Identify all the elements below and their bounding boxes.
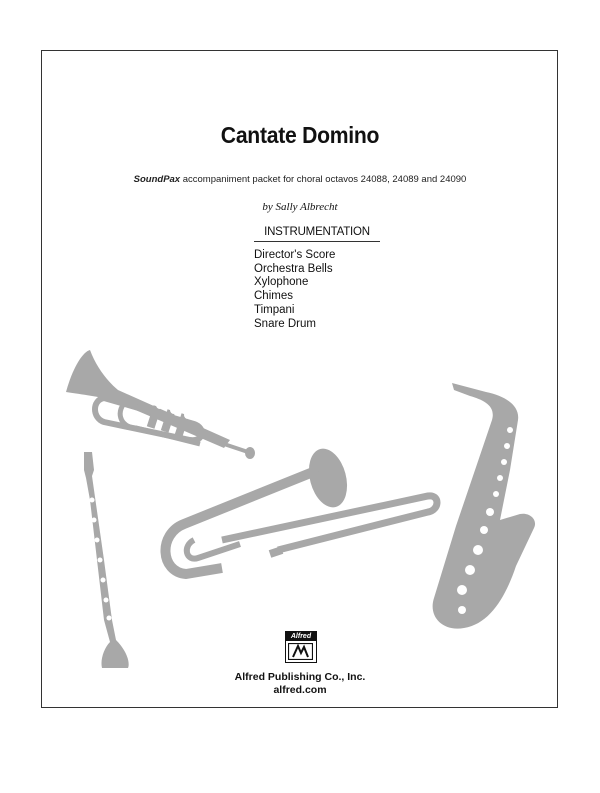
trombone-icon bbox=[165, 444, 437, 574]
logo-text: Alfred bbox=[286, 632, 316, 641]
list-item: Timpani bbox=[254, 303, 295, 316]
list-item: Director's Score bbox=[254, 249, 336, 261]
publisher-url: alfred.com bbox=[273, 683, 327, 696]
publisher-info bbox=[0, 671, 600, 696]
list-item: Xylophone bbox=[254, 276, 309, 289]
trumpet-icon bbox=[66, 350, 255, 459]
instrumentation-heading: INSTRUMENTATION bbox=[264, 226, 370, 238]
page-title: Cantate Domino bbox=[220, 122, 380, 148]
publisher-emblem-icon bbox=[288, 643, 313, 660]
list-item: Chimes bbox=[254, 290, 293, 303]
publisher-logo bbox=[285, 631, 317, 663]
clarinet-icon bbox=[84, 452, 129, 668]
list-item: Snare Drum bbox=[254, 317, 316, 330]
subtitle-text: accompaniment packet for choral octavos 24088, 24089 and 24090 bbox=[180, 174, 467, 185]
publisher-name: Alfred Publishing Co., Inc. bbox=[234, 671, 366, 683]
list-item: Orchestra Bells bbox=[254, 262, 333, 275]
byline: by Sally Albrecht bbox=[262, 201, 338, 213]
saxophone-icon bbox=[433, 383, 535, 629]
brand-name: SoundPax bbox=[133, 174, 181, 185]
